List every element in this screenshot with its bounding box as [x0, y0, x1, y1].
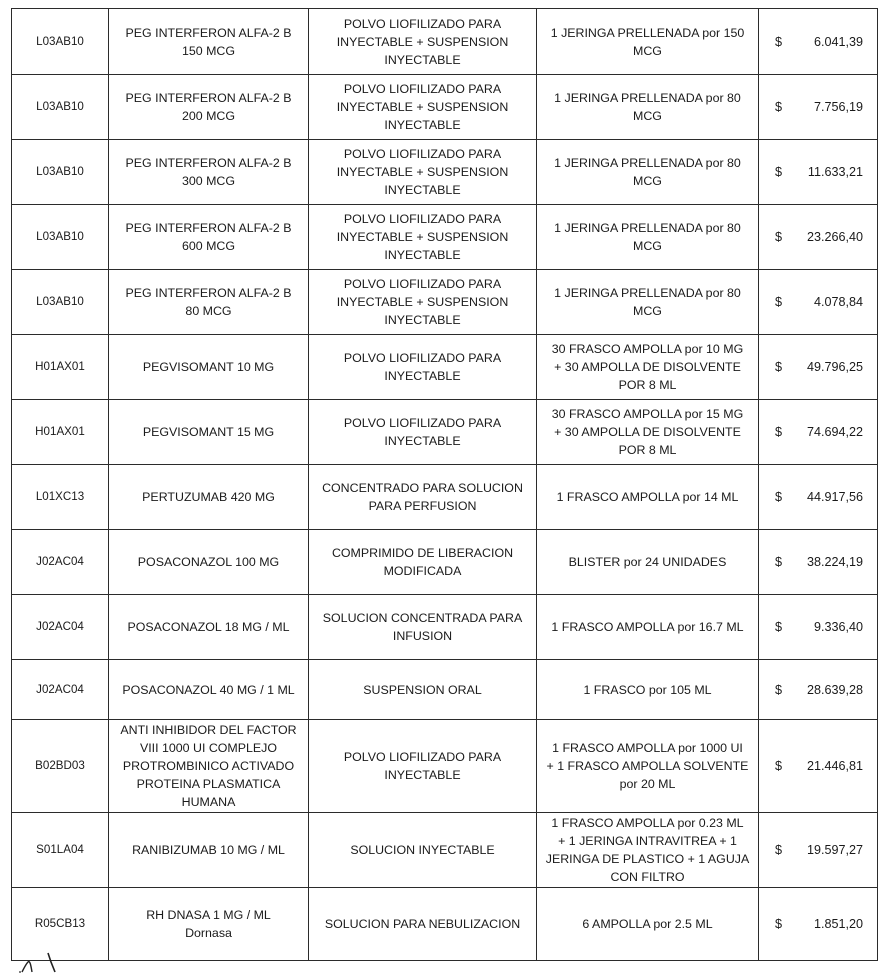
- price-amount: 28.639,28: [806, 682, 863, 697]
- pharmaceutical-form-cell-line: POLVO LIOFILIZADO PARA: [343, 351, 502, 365]
- price-value: [775, 681, 863, 699]
- price-value: [775, 33, 863, 51]
- presentation-cell-line: MCG: [633, 43, 662, 58]
- pharmaceutical-form-cell-line: POLVO LIOFILIZADO PARA: [343, 147, 502, 161]
- currency-symbol: $: [775, 759, 783, 773]
- pharmaceutical-form-cell: [309, 400, 537, 465]
- presentation-cell: [537, 720, 759, 813]
- pharmaceutical-form-cell-line: POLVO LIOFILIZADO PARA: [343, 212, 502, 226]
- presentation-cell: [537, 270, 759, 335]
- drug-name-cell-line: PEG INTERFERON ALFA-2 B: [125, 286, 292, 300]
- drug-name-cell: [109, 335, 309, 400]
- pharmaceutical-form-cell: [309, 888, 537, 961]
- drug-name-cell-line: PROTROMBINICO ACTIVADO: [122, 759, 295, 773]
- atc-code-cell: L01XC13: [12, 465, 109, 530]
- atc-code-cell: L03AB10: [12, 75, 109, 140]
- table-row: [12, 888, 878, 961]
- price-value: [775, 98, 863, 116]
- presentation-cell-line: + 1 JERINGA INTRAVITREA + 1: [558, 834, 737, 848]
- price-cell: [759, 400, 878, 465]
- drug-name-cell-line: PROTEINA PLASMATICA: [136, 777, 281, 791]
- presentation-cell: [537, 595, 759, 660]
- drug-name-cell-line: RH DNASA 1 MG / ML: [146, 908, 271, 922]
- pharmaceutical-form-cell-line: INYECTABLE: [384, 434, 461, 448]
- presentation-cell-line: CON FILTRO: [610, 870, 685, 884]
- pharmaceutical-form-cell: [309, 720, 537, 813]
- price-amount: 23.266,40: [806, 230, 863, 244]
- pharmaceutical-form-cell: [309, 270, 537, 335]
- presentation-cell: [537, 888, 759, 961]
- pharmaceutical-form-cell-line: POLVO LIOFILIZADO PARA: [343, 416, 502, 430]
- presentation-cell: [537, 660, 759, 720]
- currency-symbol: $: [775, 917, 783, 931]
- pharmaceutical-form-cell: [309, 205, 537, 270]
- presentation-cell-line: POR 8 ML: [618, 443, 677, 457]
- pharmaceutical-form-cell-line: INYECTABLE: [384, 248, 461, 262]
- price-amount: 9.336,40: [813, 620, 863, 634]
- presentation-cell: [537, 335, 759, 400]
- presentation-cell-line: POR 8 ML: [618, 378, 677, 392]
- signature-mark: [18, 950, 108, 975]
- presentation-cell-line: 1 FRASCO AMPOLLA por 0.23 ML: [551, 816, 744, 830]
- pharmaceutical-form-cell-line: PARA PERFUSION: [368, 499, 477, 513]
- currency-symbol: $: [775, 295, 783, 309]
- currency-symbol: $: [775, 165, 783, 179]
- presentation-cell: [537, 530, 759, 595]
- presentation-cell-line: JERINGA DE PLASTICO + 1 AGUJA: [545, 852, 750, 866]
- table-row: [12, 270, 878, 335]
- drug-name-cell-line: PEG INTERFERON ALFA-2 B: [125, 156, 292, 170]
- presentation-cell-line: 1 FRASCO por 105 ML: [583, 682, 712, 697]
- drug-name-cell-line: VIII 1000 UI COMPLEJO: [139, 741, 278, 755]
- presentation-cell-line: BLISTER por 24 UNIDADES: [568, 555, 727, 569]
- price-amount: 49.796,25: [806, 360, 863, 374]
- price-amount: 38.224,19: [806, 555, 863, 569]
- price-amount: 1.851,20: [813, 917, 863, 931]
- pharmaceutical-form-cell-line: INFUSION: [392, 629, 453, 643]
- table-row: [12, 530, 878, 595]
- drug-name-cell-line: POSACONAZOL 18 MG / ML: [127, 620, 290, 634]
- pharmaceutical-form-cell-line: SOLUCION CONCENTRADA PARA: [322, 611, 523, 625]
- price-cell: [759, 205, 878, 270]
- atc-code-cell: L03AB10: [12, 9, 109, 75]
- currency-symbol: $: [775, 620, 783, 634]
- presentation-cell-line: 1 FRASCO AMPOLLA por 1000 UI: [552, 741, 743, 755]
- presentation-cell-line: 1 JERINGA PRELLENADA por 80: [554, 221, 741, 235]
- price-cell: [759, 720, 878, 813]
- presentation-cell: [537, 205, 759, 270]
- pharmaceutical-form-cell-line: INYECTABLE: [384, 768, 461, 782]
- price-value: [775, 915, 863, 933]
- price-amount: 19.597,27: [806, 843, 863, 857]
- drug-name-cell: [109, 400, 309, 465]
- currency-symbol: $: [775, 843, 783, 857]
- pharmaceutical-form-cell: [309, 595, 537, 660]
- table-row: [12, 595, 878, 660]
- presentation-cell-line: 1 JERINGA PRELLENADA por 80: [554, 91, 741, 105]
- atc-code-cell: H01AX01: [12, 400, 109, 465]
- drug-name-cell-line: 150 MCG: [181, 43, 236, 58]
- atc-code-cell: B02BD03: [12, 720, 109, 813]
- presentation-cell-line: por 20 ML: [619, 777, 676, 791]
- table-row: [12, 335, 878, 400]
- price-cell: [759, 270, 878, 335]
- pharmaceutical-form-cell: [309, 813, 537, 888]
- price-amount: 21.446,81: [806, 759, 863, 773]
- atc-code-cell: J02AC04: [12, 595, 109, 660]
- price-cell: [759, 9, 878, 75]
- drug-name-cell-line: PEG INTERFERON ALFA-2 B: [125, 221, 292, 235]
- drug-name-cell-line: RANIBIZUMAB 10 MG / ML: [132, 843, 285, 857]
- atc-code-cell: H01AX01: [12, 335, 109, 400]
- pharmaceutical-form-cell: [309, 530, 537, 595]
- currency-symbol: $: [775, 100, 783, 114]
- price-cell: [759, 595, 878, 660]
- presentation-cell-line: 1 FRASCO AMPOLLA por 16.7 ML: [551, 620, 744, 634]
- pharmaceutical-form-cell-line: INYECTABLE + SUSPENSION: [336, 230, 509, 244]
- drug-name-cell-line: PEG INTERFERON ALFA-2 B: [125, 91, 292, 105]
- presentation-cell: [537, 140, 759, 205]
- table-row: [12, 465, 878, 530]
- price-cell: [759, 888, 878, 961]
- presentation-cell-line: MCG: [633, 109, 662, 123]
- atc-code-cell: R05CB13: [12, 888, 109, 961]
- pharmaceutical-form-cell-line: COMPRIMIDO DE LIBERACION: [331, 546, 514, 560]
- price-amount: 44.917,56: [806, 490, 863, 504]
- drug-name-cell: [109, 140, 309, 205]
- price-value: [775, 618, 863, 636]
- presentation-cell-line: 30 FRASCO AMPOLLA por 15 MG: [551, 407, 744, 421]
- pharmaceutical-form-cell-line: INYECTABLE + SUSPENSION: [336, 295, 509, 309]
- presentation-cell: [537, 9, 759, 75]
- atc-code-cell: L03AB10: [12, 205, 109, 270]
- price-cell: [759, 140, 878, 205]
- atc-code-cell: J02AC04: [12, 660, 109, 720]
- drug-name-cell-line: 600 MCG: [181, 239, 236, 253]
- price-value: [775, 228, 863, 246]
- presentation-cell-line: 30 FRASCO AMPOLLA por 10 MG: [551, 342, 744, 356]
- pharmaceutical-form-cell: [309, 465, 537, 530]
- price-value: [775, 553, 863, 571]
- drug-name-cell: [109, 465, 309, 530]
- pharmaceutical-form-cell: [309, 9, 537, 75]
- pharmaceutical-form-cell-line: SOLUCION PARA NEBULIZACION: [324, 917, 521, 931]
- drug-name-cell: [109, 813, 309, 888]
- price-value: [775, 841, 863, 859]
- currency-symbol: $: [775, 425, 783, 439]
- pharmaceutical-form-cell-line: POLVO LIOFILIZADO PARA: [343, 277, 502, 291]
- table-row: [12, 140, 878, 205]
- pharmaceutical-form-cell-line: POLVO LIOFILIZADO PARA: [343, 82, 502, 96]
- currency-symbol: $: [775, 360, 783, 374]
- pharmaceutical-form-cell-line: POLVO LIOFILIZADO PARA: [343, 16, 502, 31]
- drug-name-cell-line: POSACONAZOL 100 MG: [137, 555, 280, 569]
- currency-symbol: $: [775, 682, 783, 697]
- currency-symbol: $: [775, 34, 783, 49]
- table-row: [12, 400, 878, 465]
- pharmaceutical-form-cell-line: POLVO LIOFILIZADO PARA: [343, 750, 502, 764]
- price-table-body: [12, 9, 878, 961]
- price-cell: [759, 530, 878, 595]
- pharmaceutical-form-cell: [309, 140, 537, 205]
- pharmaceutical-form-cell-line: INYECTABLE: [384, 313, 461, 327]
- drug-name-cell-line: 200 MCG: [181, 109, 236, 123]
- presentation-cell-line: MCG: [633, 239, 662, 253]
- currency-symbol: $: [775, 230, 783, 244]
- drug-name-cell-line: Dornasa: [185, 926, 232, 940]
- pharmaceutical-form-cell-line: SOLUCION INYECTABLE: [350, 843, 495, 857]
- table-row: [12, 660, 878, 720]
- presentation-cell-line: + 30 AMPOLLA DE DISOLVENTE: [554, 425, 741, 439]
- price-cell: [759, 75, 878, 140]
- atc-code-cell: L03AB10: [12, 140, 109, 205]
- price-value: [775, 358, 863, 376]
- table-row: [12, 205, 878, 270]
- price-value: [775, 163, 863, 181]
- pharmaceutical-form-cell-line: MODIFICADA: [383, 564, 462, 578]
- currency-symbol: $: [775, 490, 783, 504]
- drug-name-cell-line: 80 MCG: [185, 304, 232, 318]
- price-value: [775, 293, 863, 311]
- drug-name-cell-line: PEGVISOMANT 15 MG: [142, 425, 275, 439]
- price-amount: 74.694,22: [806, 425, 863, 439]
- drug-name-cell: [109, 888, 309, 961]
- pharmaceutical-form-cell-line: INYECTABLE: [384, 183, 461, 197]
- drug-name-cell: [109, 720, 309, 813]
- presentation-cell: [537, 813, 759, 888]
- price-table: [11, 8, 878, 961]
- table-row: [12, 813, 878, 888]
- presentation-cell-line: + 30 AMPOLLA DE DISOLVENTE: [554, 360, 741, 374]
- table-row: [12, 9, 878, 75]
- drug-name-cell: [109, 595, 309, 660]
- drug-name-cell-line: PERTUZUMAB 420 MG: [142, 490, 275, 504]
- atc-code-cell: S01LA04: [12, 813, 109, 888]
- price-value: [775, 423, 863, 441]
- pharmaceutical-form-cell-line: CONCENTRADO PARA SOLUCION: [322, 481, 523, 495]
- atc-code-cell: J02AC04: [12, 530, 109, 595]
- presentation-cell-line: 1 JERINGA PRELLENADA por 80: [554, 156, 741, 170]
- presentation-cell-line: 1 FRASCO AMPOLLA por 14 ML: [556, 490, 739, 504]
- price-amount: 6.041,39: [813, 34, 863, 49]
- price-amount: 11.633,21: [807, 165, 863, 179]
- price-cell: [759, 660, 878, 720]
- drug-name-cell: [109, 205, 309, 270]
- pharmaceutical-form-cell-line: INYECTABLE: [384, 52, 461, 67]
- price-value: [775, 488, 863, 506]
- drug-name-cell: [109, 660, 309, 720]
- drug-name-cell-line: 300 MCG: [181, 174, 236, 188]
- pharmaceutical-form-cell-line: SUSPENSION ORAL: [363, 682, 482, 697]
- presentation-cell-line: 6 AMPOLLA por 2.5 ML: [582, 917, 713, 931]
- pharmaceutical-form-cell: [309, 75, 537, 140]
- drug-name-cell-line: PEG INTERFERON ALFA-2 B: [125, 25, 292, 40]
- pharmaceutical-form-cell-line: INYECTABLE + SUSPENSION: [336, 165, 509, 179]
- table-row: [12, 720, 878, 813]
- drug-name-cell: [109, 530, 309, 595]
- price-cell: [759, 465, 878, 530]
- table-row: [12, 75, 878, 140]
- price-amount: 4.078,84: [813, 295, 863, 309]
- drug-name-cell-line: PEGVISOMANT 10 MG: [142, 360, 275, 374]
- price-cell: [759, 335, 878, 400]
- atc-code-cell: L03AB10: [12, 270, 109, 335]
- presentation-cell-line: + 1 FRASCO AMPOLLA SOLVENTE: [546, 759, 749, 773]
- presentation-cell: [537, 400, 759, 465]
- currency-symbol: $: [775, 555, 783, 569]
- pharmaceutical-form-cell: [309, 660, 537, 720]
- pharmaceutical-form-cell: [309, 335, 537, 400]
- pharmaceutical-form-cell-line: INYECTABLE: [384, 369, 461, 383]
- drug-name-cell-line: HUMANA: [181, 795, 236, 809]
- pharmaceutical-form-cell-line: INYECTABLE: [384, 118, 461, 132]
- presentation-cell-line: MCG: [633, 304, 662, 318]
- presentation-cell: [537, 465, 759, 530]
- price-cell: [759, 813, 878, 888]
- pharmaceutical-form-cell-line: INYECTABLE + SUSPENSION: [336, 100, 509, 114]
- price-value: [775, 757, 863, 775]
- presentation-cell-line: 1 JERINGA PRELLENADA por 150: [550, 25, 745, 40]
- drug-name-cell: [109, 9, 309, 75]
- presentation-cell: [537, 75, 759, 140]
- drug-name-cell: [109, 75, 309, 140]
- presentation-cell-line: 1 JERINGA PRELLENADA por 80: [554, 286, 741, 300]
- drug-name-cell: [109, 270, 309, 335]
- drug-name-cell-line: POSACONAZOL 40 MG / 1 ML: [122, 682, 295, 697]
- drug-name-cell-line: ANTI INHIBIDOR DEL FACTOR: [120, 723, 297, 737]
- presentation-cell-line: MCG: [633, 174, 662, 188]
- pharmaceutical-form-cell-line: INYECTABLE + SUSPENSION: [336, 34, 509, 49]
- price-amount: 7.756,19: [813, 100, 863, 114]
